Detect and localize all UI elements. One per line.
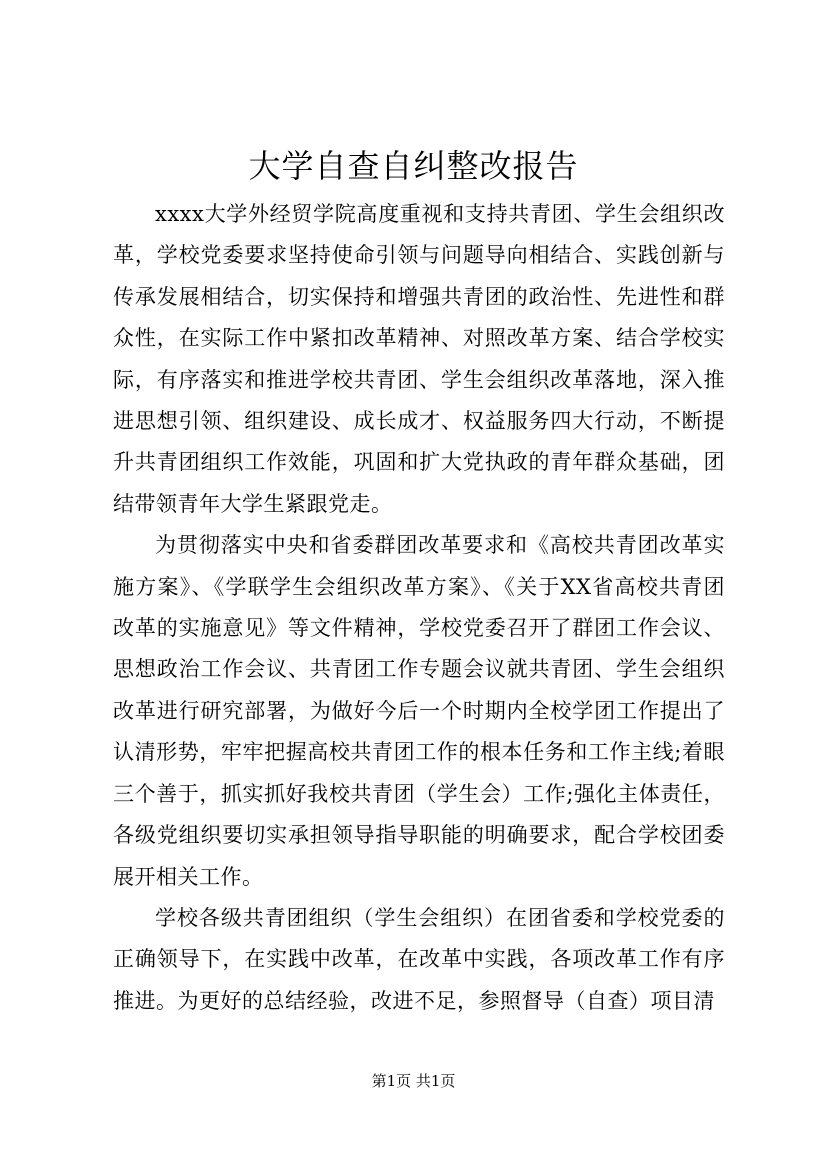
page-footer: 第1页 共1页 (371, 1072, 456, 1090)
paragraph-1: xxxx大学外经贸学院高度重视和支持共青团、学生会组织改革，学校党委要求坚持使命引领与问题导向相结合、实践创新与传承发展相结合，切实保持和增强共青团的政治性、先进性和群众性，在实际工作中紧扣改革精神、对照改革方案、结合学校实际，有序落实和推进学校共青团、学生会组织改革落地，深入推进思想引领、组织建设、成长成才、权益服务四大行动，不断提升共青团组织工作效能，巩固和扩大党执政的青年群众基础，团结带领青年大学生紧跟党走。 (113, 202, 725, 516)
paragraph-3: 学校各级共青团组织（学生会组织）在团省委和学校党委的正确领导下，在实践中改革，在改革中实践，各项改革工作有序推进。为更好的总结经验，改进不足，参照督导（自查）项目清 (113, 905, 725, 1013)
paragraph-2: 为贯彻落实中央和省委群团改革要求和《高校共青团改革实施方案》、《学联学生会组织改革方案》、《关于XX省高校共青团改革的实施意见》等文件精神，学校党委召开了群团工作会议、思想政治工作会议、共青团工作专题会议就共青团、学生会组织改革进行研究部署，为做好今后一个时期内全校学团工作提出了认清形势，牢牢把握高校共青团工作的根本任务和工作主线;着眼三个善于，抓实抓好我校共青团（学生会）工作;强化主体责任，各级党组织要切实承担领导指导职能的明确要求，配合学校团委展开相关工作。 (113, 533, 725, 889)
document-body (113, 194, 725, 1022)
document-title: 大学自查自纠整改报告 (248, 147, 579, 185)
